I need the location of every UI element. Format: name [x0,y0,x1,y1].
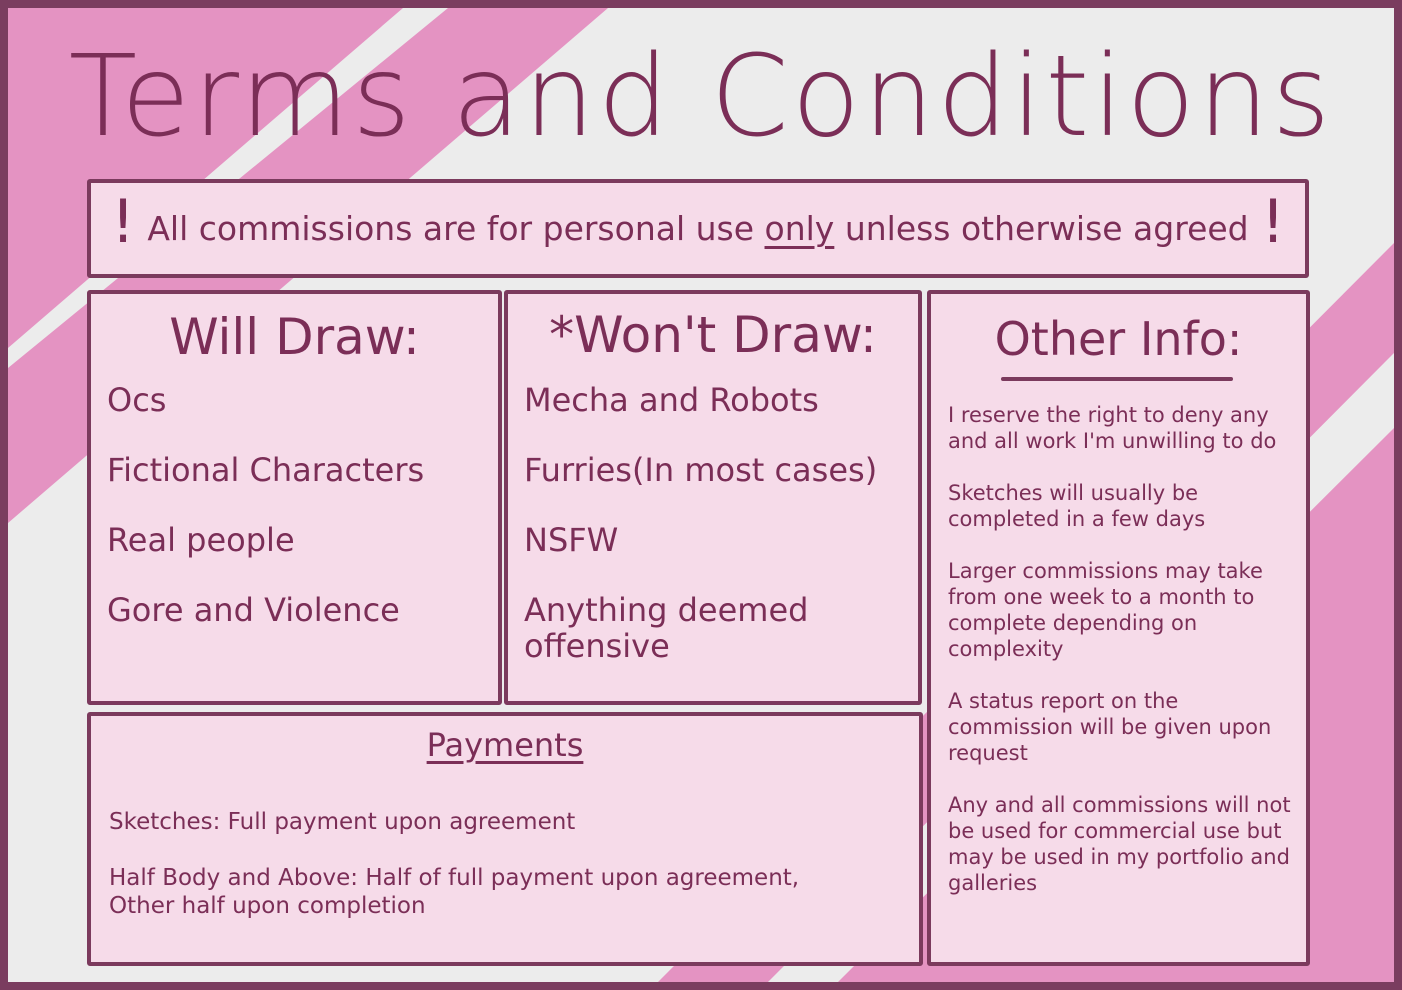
other-info-panel [927,290,1310,966]
list-item: Mecha and Robots [524,381,819,419]
notice-text: All commissions are for personal use only unless otherwise agreed [147,209,1249,248]
list-item: Sketches will usually be completed in a few days [948,481,1206,531]
list-item: Gore and Violence [107,591,400,629]
notice-emphasis: only [764,209,835,248]
list-item: Larger commissions may take from one week to a month to complete depending on complexity [948,559,1263,661]
payments-list [109,808,889,948]
list-item: Anything deemed offensive [524,591,809,665]
list-item: A status report on the commission will be given upon request [948,689,1272,765]
heading-underline [1001,377,1233,381]
page-title: Terms and Conditions [68,32,1334,162]
list-item: NSFW [524,521,619,559]
wont-draw-heading: *Won't Draw: [549,306,877,364]
other-info-heading: Other Info: [994,312,1243,366]
usage-notice [87,179,1309,278]
wont-draw-list [524,382,894,698]
list-item: Half Body and Above: Half of full payment upon agreement, Other half upon completion [109,865,800,919]
list-item: Fictional Characters [107,451,425,489]
exclamation-mark-right: ! [1260,187,1285,257]
will-draw-list [107,382,424,662]
list-item: Any and all commissions will not be used for commercial use but may be used in my portfolio and galleries [948,793,1291,895]
other-info-list [948,402,1298,922]
list-item: Ocs [107,381,167,419]
wont-draw-panel [504,290,922,705]
payments-panel [87,712,923,966]
exclamation-mark-left: ! [111,187,136,257]
payments-heading: Payments [426,726,584,764]
list-item: I reserve the right to deny any and all work I'm unwilling to do [948,403,1277,453]
list-item: Real people [107,521,295,559]
will-draw-heading: Will Draw: [169,308,420,366]
list-item: Furries(In most cases) [524,451,878,489]
list-item: Sketches: Full payment upon agreement [109,809,576,835]
will-draw-panel [87,290,502,705]
